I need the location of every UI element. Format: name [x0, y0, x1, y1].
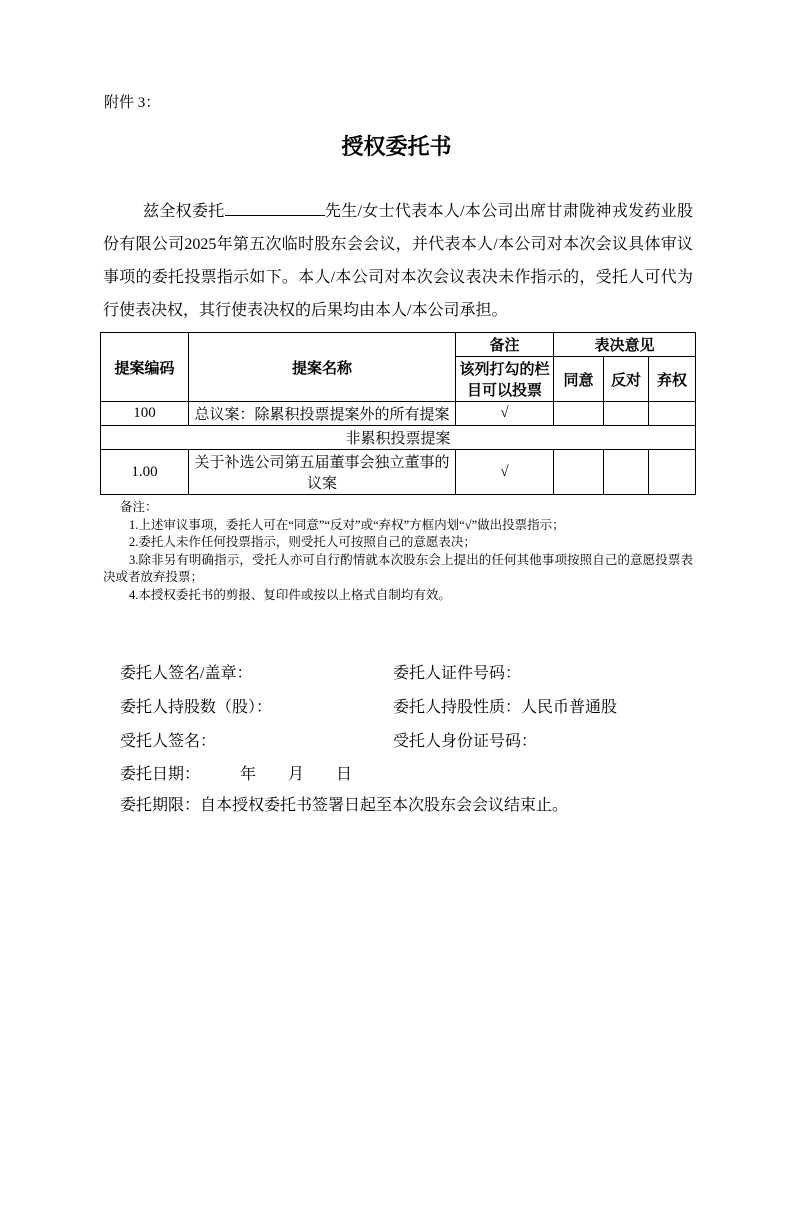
cell-proposal-code: 1.00	[101, 450, 189, 495]
cell-agree	[554, 402, 604, 426]
signature-block	[120, 654, 693, 818]
section-row-label: 非累积投票提案	[101, 426, 696, 450]
table-row-section	[101, 426, 696, 450]
note-item-1: 1.上述审议事项，委托人可在“同意”“反对”或“弃权”方框内划“√”做出投票指示；	[129, 517, 565, 532]
cell-oppose	[604, 450, 649, 495]
grantor-share-type-label: 委托人持股性质：人民币普通股	[393, 698, 618, 716]
cell-proposal-code: 100	[101, 402, 189, 426]
header-remark-sub: 该列打勾的栏目可以投票	[456, 357, 554, 402]
period-line-text: 委托期限：自本授权委托书签署日起至本次股东会会议结束止。	[120, 796, 569, 814]
trustee-signature-label: 受托人签名：	[120, 732, 217, 750]
attachment-label: 附件 3：	[104, 95, 161, 111]
period-line	[120, 788, 693, 818]
notes-label: 备注：	[120, 500, 158, 514]
cell-proposal-name: 总议案：除累积投票提案外的所有提案	[189, 402, 456, 426]
note-item-3: 3.除非另有明确指示，受托人亦可自行酌情就本次股东会上提出的任何其他事项按照自己的意愿投票表决或者放弃投票；	[103, 552, 693, 584]
trustee-name-blank-line	[225, 199, 325, 216]
cell-oppose	[604, 402, 649, 426]
signature-row	[120, 722, 693, 756]
header-oppose: 反对	[604, 357, 649, 402]
header-remark: 备注	[456, 333, 554, 357]
signature-row	[120, 688, 693, 722]
cell-abstain	[649, 450, 696, 495]
paragraph-rest-text: 先生/女士代表本人/本公司出席甘肃陇神戎发药业股份有限公司2025年第五次临时股东会会议，并代表本人/本公司对本次会议具体审议事项的委托投票指示如下。本人/本公司对本次会议表决未作指示的，受托人可代为行使表决权，其行使表决权的后果均由本人/本公司承担。	[103, 203, 693, 319]
proposals-table	[100, 332, 696, 495]
grantor-id-label: 委托人证件号码：	[393, 664, 522, 682]
grantor-signature-label: 委托人签名/盖章：	[120, 664, 253, 682]
table-row-general-proposal	[101, 402, 696, 426]
header-proposal-name: 提案名称	[189, 333, 456, 402]
header-abstain: 弃权	[649, 357, 696, 402]
date-line-text: 委托日期： 年 月 日	[120, 765, 353, 783]
note-item-2: 2.委托人未作任何投票指示，则受托人可按照自己的意愿表决；	[129, 535, 476, 549]
cell-remark-checkmark: √	[456, 402, 554, 426]
header-vote-opinion: 表决意见	[554, 333, 696, 357]
trustee-id-label: 受托人身份证号码：	[393, 732, 538, 750]
cell-abstain	[649, 402, 696, 426]
cell-agree	[554, 450, 604, 495]
header-agree: 同意	[554, 357, 604, 402]
header-proposal-code: 提案编码	[101, 333, 189, 402]
grantor-shares-label: 委托人持股数（股）：	[120, 698, 273, 716]
document-title: 授权委托书	[341, 134, 452, 159]
date-line	[120, 756, 693, 788]
note-item-4: 4.本授权委托书的剪报、复印件或按以上格式自制均有效。	[129, 587, 451, 602]
cell-proposal-name: 关于补选公司第五届董事会独立董事的议案	[189, 450, 456, 495]
cell-remark-checkmark: √	[456, 450, 554, 495]
paragraph-lead-text: 兹全权委托	[143, 203, 225, 220]
table-row-director-proposal	[101, 450, 696, 495]
proxy-paragraph	[103, 195, 693, 327]
notes-section	[103, 499, 693, 604]
signature-row	[120, 654, 693, 688]
